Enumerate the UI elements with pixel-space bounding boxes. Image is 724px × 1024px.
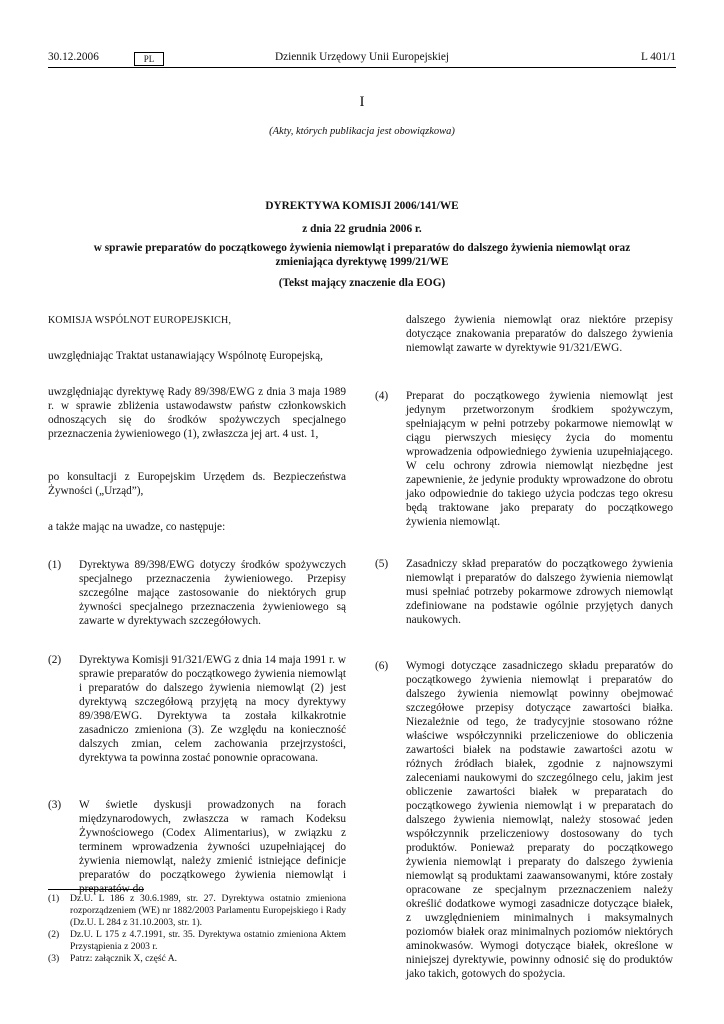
publication-date: 30.12.2006: [48, 51, 99, 63]
preamble-treaty: uwzględniając Traktat ustanawiający Wspólnotę Europejską,: [48, 350, 323, 362]
preamble-commission: KOMISJA WSPÓLNOT EUROPEJSKICH,: [48, 315, 232, 326]
recital-3-continued: dalszego żywienia niemowląt oraz niektóre przepisy dotyczące znakowania preparatów do dalszego żywienia niemowląt zawarte w dyrektywie 91/321/EWG.: [406, 314, 673, 354]
recital-5: (5) Zasadniczy skład preparatów do początkowego żywienia niemowląt i preparatów do dalszego żywienia niemowląt musi spełniać potrzeby pokarmowe zdrowych niemowląt zdefiniowane na podstawie ogólnie przyjętych danych naukowych.: [375, 558, 673, 626]
recital-2: (2) Dyrektywa Komisji 91/321/EWG z dnia 14 maja 1991 r. w sprawie preparatów do początkowego żywienia niemowląt i preparatów do dalszego żywienia niemowląt (2) jest dyrektywą szczegółową przyjętą na mocy dyrektywy 89/398/EWG. Dyrektywa ta została kilkakrotnie zasadniczo zmieniona (3). Ze względu na konieczność dalszych zmian, celem zachowania przejrzystości, dyrektywa ta powinna zostać ponownie opracowana.: [48, 654, 346, 764]
directive-subject: w sprawie preparatów do początkowego żywienia niemowląt i preparatów do dalszego żywienia niemowląt oraz zmieniająca dyrektywę 1999/21/WE: [93, 242, 631, 268]
journal-title: Dziennik Urzędowy Unii Europejskiej: [274, 51, 450, 63]
footnote: (2) Dz.U. L 175 z 4.7.1991, str. 35. Dyrektywa ostatnio zmieniona Aktem Przystąpienia z 2003 r.: [48, 929, 346, 952]
footnote: (1) Dz.U. L 186 z 30.6.1989, str. 27. Dyrektywa ostatnio zmieniona rozporządzeniem (WE) nr 1882/2003 Parlamentu Europejskiego i Rady (Dz.U. L 284 z 31.10.2003, str. 1).: [48, 893, 346, 928]
preamble-whereas: a także mając na uwadze, co następuje:: [48, 521, 226, 533]
footnotes: [48, 893, 346, 965]
recital-3: (3) W świetle dyskusji prowadzonych na forach międzynarodowych, zwłaszcza w ramach Kodeksu Żywnościowego (Codex Alimentarius), w związku z terminem wprowadzenia żywności uzupełniającej do żywienia niemowląt, należy zmienić istniejące definicje preparatów do początkowego żywienia niemowląt i preparatów do: [48, 799, 346, 895]
recital-1: (1) Dyrektywa 89/398/EWG dotyczy środków spożywczych specjalnego przeznaczenia żywieniowego. Przepisy szczególne mające zastosowanie do niektórych grup żywności specjalnego przeznaczenia żywieniowego są zawarte w dyrektywach szczegółowych.: [48, 559, 346, 627]
preamble-consultation: po konsultacji z Europejskim Urzędem ds. Bezpieczeństwa Żywności („Urząd”),: [48, 471, 346, 497]
recital-6: (6) Wymogi dotyczące zasadniczego składu preparatów do początkowego żywienia niemowląt i preparatów do dalszego żywienia niemowląt powinny obejmować szczegółowe przepisy dotyczące zawartości białka. Niezależnie od tego, że tradycyjnie stosowano różne właściwe współczynniki przeliczeniowe do obliczenia zawartości białek na podstawie zawartości azotu w różnych źródłach białek, zgodnie z najnowszymi zaleceniami naukowymi do szczególnego celu, jakim jest obliczenie zawartości białek w preparatach do początkowego żywienia niemowląt i w preparatach do dalszego żywienia niemowląt, należy stosować jeden współczynnik przeliczeniowy dostosowany do tych produktów. Ponieważ preparaty do początkowego żywienia niemowląt i preparaty do dalszego żywienia niemowląt są produktami zaawansowanymi, które zostały opracowane ze specjalnym przeznaczeniem należy określić dodatkowe wymogi zasadnicze dotyczące białek, z uwzględnieniem minimalnych i maksymalnych poziomów białek oraz minimalnych poziomów niektórych aminokwasów. Wymogi dotyczące białek, określone w niniejszej dyrektywie, powinny odnosić się do produktów jako takich, gotowych do spożycia.: [375, 660, 673, 980]
header-rule: [48, 67, 676, 68]
preamble-directive-ref: uwzględniając dyrektywę Rady 89/398/EWG z dnia 3 maja 1989 r. w sprawie zbliżenia ustawodawstw państw członkowskich odnoszących się do środków spożywczych specjalnego przeznaczenia żywieniowego (1), zwłaszcza jej art. 4 ust. 1,: [48, 386, 346, 440]
directive-date: z dnia 22 grudnia 2006 r.: [302, 223, 422, 235]
footnote-rule: [48, 889, 144, 890]
eea-relevance: (Tekst mający znaczenie dla EOG): [278, 277, 446, 289]
page-number: L 401/1: [640, 51, 676, 63]
recital-4: (4) Preparat do początkowego żywienia niemowląt jest jedynym przetworzonym środkiem spożywczym, spełniającym w pełni potrzeby pokarmowe niemowląt w ciągu pierwszych miesięcy życia do momentu wprowadzenia odpowiedniego żywienia uzupełniającego. W celu ochrony zdrowia niemowląt niezbędne jest zapewnienie, że jedynie produkty wprowadzone do obrotu jako odpowiednie do takiego użycia podczas tego okresu będą traktowane jako preparaty do początkowego żywienia niemowląt.: [375, 390, 673, 528]
footnote: (3) Patrz: załącznik X, część A.: [48, 953, 178, 964]
directive-title: DYREKTYWA KOMISJI 2006/141/WE: [265, 200, 459, 212]
section-number: I: [359, 94, 365, 110]
language-badge: PL: [134, 52, 164, 66]
acts-note: (Akty, których publikacja jest obowiązkowa): [269, 126, 455, 137]
